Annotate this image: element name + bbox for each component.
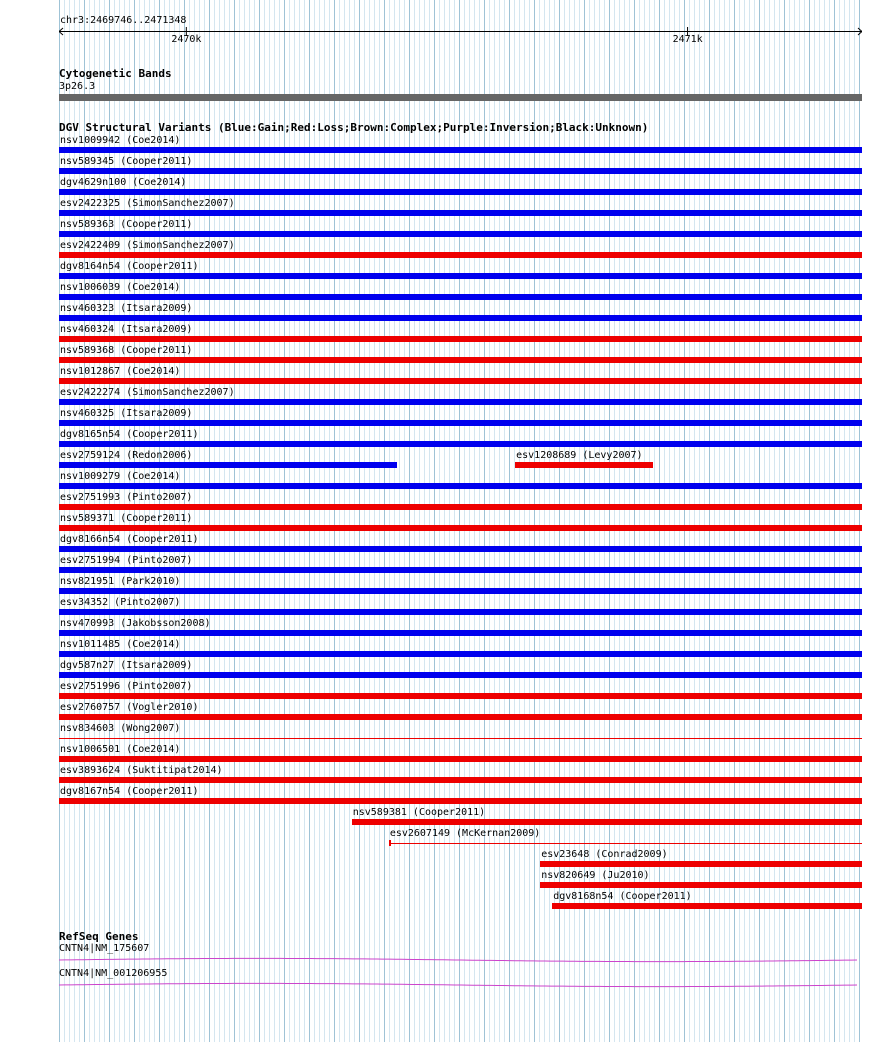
position-label: chr3:2469746..2471348 bbox=[60, 15, 187, 26]
ruler-tick-label: 2471k bbox=[672, 34, 703, 45]
variant-bar-gain[interactable] bbox=[59, 168, 862, 174]
variant-bar-loss[interactable] bbox=[59, 777, 862, 783]
variant-bar-gain[interactable] bbox=[59, 315, 862, 321]
variant-bar-gain[interactable] bbox=[59, 231, 862, 237]
variant-label[interactable]: dgv8166n54 (Cooper2011) bbox=[60, 534, 199, 545]
variant-bar-loss[interactable] bbox=[59, 693, 862, 699]
variant-label[interactable]: nsv1009942 (Coe2014) bbox=[60, 135, 181, 146]
variant-label[interactable]: esv2751996 (Pinto2007) bbox=[60, 681, 193, 692]
variant-bar-gain[interactable] bbox=[59, 441, 862, 447]
variant-label[interactable]: esv2760757 (Vogler2010) bbox=[60, 702, 199, 713]
variant-label[interactable]: esv2422409 (SimonSanchez2007) bbox=[60, 240, 235, 251]
variant-label[interactable]: dgv587n27 (Itsara2009) bbox=[60, 660, 193, 671]
dgv-track-title[interactable]: DGV Structural Variants (Blue:Gain;Red:Loss;Brown:Complex;Purple:Inversion;Black:Unknown) bbox=[59, 121, 649, 134]
variant-label[interactable]: esv2422325 (SimonSanchez2007) bbox=[60, 198, 235, 209]
variant-label[interactable]: nsv1006501 (Coe2014) bbox=[60, 744, 181, 755]
variant-bar-gain[interactable] bbox=[59, 210, 862, 216]
variant-bar-gain[interactable] bbox=[59, 420, 862, 426]
gene-intron-line[interactable] bbox=[59, 983, 857, 986]
variant-label[interactable]: nsv821951 (Park2010) bbox=[60, 576, 181, 587]
variant-label[interactable]: esv1208689 (Levy2007) bbox=[516, 450, 643, 461]
variant-bar-loss[interactable] bbox=[352, 819, 862, 825]
variant-label[interactable]: nsv589363 (Cooper2011) bbox=[60, 219, 193, 230]
variant-bar-loss[interactable] bbox=[389, 843, 862, 844]
variant-bar-gain[interactable] bbox=[59, 189, 862, 195]
variant-label[interactable]: nsv1009279 (Coe2014) bbox=[60, 471, 181, 482]
variant-bar-loss[interactable] bbox=[59, 378, 862, 384]
variant-bar-gain[interactable] bbox=[59, 399, 862, 405]
variant-bar-gain[interactable] bbox=[59, 609, 862, 615]
variant-bar-gain[interactable] bbox=[59, 546, 862, 552]
variant-label[interactable]: nsv589381 (Cooper2011) bbox=[352, 807, 486, 818]
variant-label[interactable]: dgv4629n100 (Coe2014) bbox=[60, 177, 187, 188]
variant-bar-loss[interactable] bbox=[552, 903, 862, 909]
variant-label[interactable]: esv2751994 (Pinto2007) bbox=[60, 555, 193, 566]
variant-bar-gain[interactable] bbox=[59, 273, 862, 279]
variant-bar-loss[interactable] bbox=[59, 252, 862, 258]
variant-label[interactable]: nsv460325 (Itsara2009) bbox=[60, 408, 193, 419]
variant-label[interactable]: nsv1006039 (Coe2014) bbox=[60, 282, 181, 293]
cytobands-title[interactable]: Cytogenetic Bands bbox=[59, 67, 172, 80]
variant-label[interactable]: dgv8165n54 (Cooper2011) bbox=[60, 429, 199, 440]
gene-intron-line[interactable] bbox=[59, 958, 857, 961]
variant-label[interactable]: esv23648 (Conrad2009) bbox=[541, 849, 668, 860]
variant-label[interactable]: nsv1012867 (Coe2014) bbox=[60, 366, 181, 377]
variant-bar-gain[interactable] bbox=[59, 672, 862, 678]
variant-label[interactable]: esv2607149 (McKernan2009) bbox=[389, 828, 541, 839]
variant-label[interactable]: nsv460323 (Itsara2009) bbox=[60, 303, 193, 314]
variant-bar-gain[interactable] bbox=[59, 567, 862, 573]
variant-label[interactable]: esv2759124 (Redon2006) bbox=[60, 450, 193, 461]
variant-bar-loss[interactable] bbox=[59, 756, 862, 762]
variant-label[interactable]: nsv589345 (Cooper2011) bbox=[60, 156, 193, 167]
variant-label[interactable]: esv3893624 (Suktitipat2014) bbox=[60, 765, 223, 776]
variant-bar-loss[interactable] bbox=[540, 861, 862, 867]
variant-label[interactable]: esv2422274 (SimonSanchez2007) bbox=[60, 387, 235, 398]
variant-start-cap[interactable] bbox=[389, 840, 391, 846]
variant-label[interactable]: esv34352 (Pinto2007) bbox=[60, 597, 181, 608]
variant-bar-loss[interactable] bbox=[59, 357, 862, 363]
variant-label[interactable]: dgv8168n54 (Cooper2011) bbox=[553, 891, 692, 902]
variant-bar-gain[interactable] bbox=[59, 651, 862, 657]
variant-label[interactable]: dgv8167n54 (Cooper2011) bbox=[60, 786, 199, 797]
variant-bar-gain[interactable] bbox=[59, 630, 862, 636]
variant-bar-loss[interactable] bbox=[59, 336, 862, 342]
variant-label[interactable]: nsv834603 (Wong2007) bbox=[60, 723, 181, 734]
variant-label[interactable]: nsv460324 (Itsara2009) bbox=[60, 324, 193, 335]
variant-bar-gain[interactable] bbox=[59, 588, 862, 594]
refseq-track-title[interactable]: RefSeq Genes bbox=[59, 930, 139, 943]
variant-bar-gain[interactable] bbox=[59, 147, 862, 153]
variant-bar-loss[interactable] bbox=[540, 882, 862, 888]
gene-model[interactable] bbox=[59, 956, 862, 964]
variant-label[interactable]: nsv1011485 (Coe2014) bbox=[60, 639, 181, 650]
variant-label[interactable]: dgv8164n54 (Cooper2011) bbox=[60, 261, 199, 272]
variant-bar-gain[interactable] bbox=[59, 462, 397, 468]
variant-bar-loss[interactable] bbox=[59, 738, 862, 739]
variant-label[interactable]: nsv470993 (Jakobsson2008) bbox=[60, 618, 211, 629]
variant-bar-gain[interactable] bbox=[59, 294, 862, 300]
variant-bar-loss[interactable] bbox=[59, 714, 862, 720]
gene-label[interactable]: CNTN4|NM_175607 bbox=[59, 943, 150, 954]
variant-label[interactable]: nsv820649 (Ju2010) bbox=[541, 870, 650, 881]
gene-model[interactable] bbox=[59, 981, 862, 989]
gene-label[interactable]: CNTN4|NM_001206955 bbox=[59, 968, 168, 979]
cytoband-bar[interactable] bbox=[59, 94, 862, 101]
variant-bar-loss[interactable] bbox=[59, 798, 862, 804]
variant-label[interactable]: nsv589368 (Cooper2011) bbox=[60, 345, 193, 356]
ruler-tick-label: 2470k bbox=[171, 34, 202, 45]
variant-bar-gain[interactable] bbox=[59, 483, 862, 489]
variant-label[interactable]: esv2751993 (Pinto2007) bbox=[60, 492, 193, 503]
cytoband-label: 3p26.3 bbox=[59, 81, 96, 92]
variant-bar-loss[interactable] bbox=[59, 504, 862, 510]
variant-bar-loss[interactable] bbox=[59, 525, 862, 531]
variant-bar-loss[interactable] bbox=[515, 462, 653, 468]
variant-label[interactable]: nsv589371 (Cooper2011) bbox=[60, 513, 193, 524]
